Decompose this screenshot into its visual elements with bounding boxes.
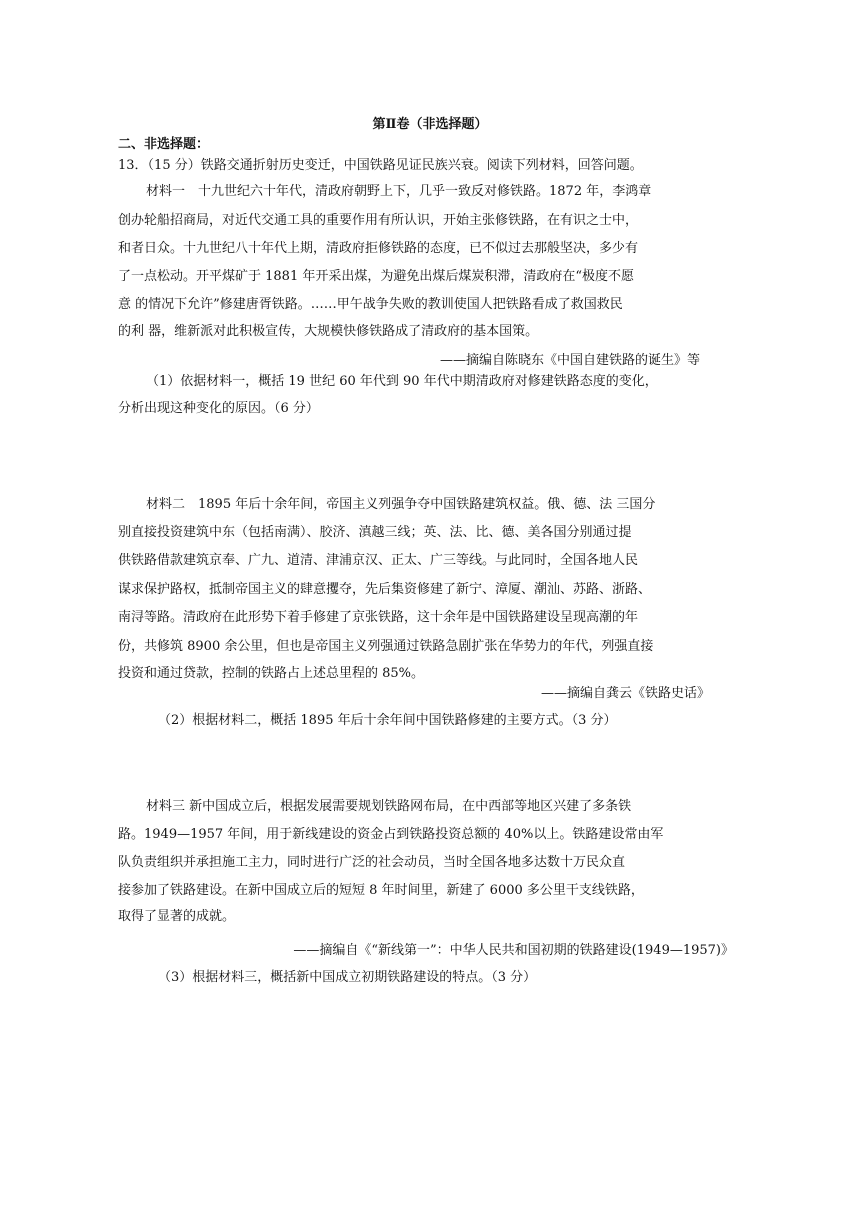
material-2-line: 份，共修筑 8900 余公里，但也是帝国主义列强通过铁路急剧扩张在华势力的年代，列强直接 — [118, 639, 654, 654]
question-1-line: （1）依据材料一，概括 19 世纪 60 年代到 90 年代中期清政府对修建铁路态度的变化， — [146, 374, 658, 389]
material-2-line: 材料二 1895 年后十余年间，帝国主义列强争夺中国铁路建筑权益。俄、德、法 三国分 — [146, 497, 656, 512]
material-1-line: 材料一 十九世纪六十年代，清政府朝野上下，几乎一致反对修铁路。1872 年，李鸿章 — [146, 184, 652, 199]
material-1-line: 和者日众。十九世纪八十年代上期，清政府拒修铁路的态度，已不似过去那般坚决，多少有 — [118, 241, 639, 256]
material-2-line: 供铁路借款建筑京奉、广九、道清、津浦京汉、正太、广三等线。与此同时，全国各地人民 — [118, 553, 639, 568]
material-3-line: 接参加了铁路建设。在新中国成立后的短短 8 年时间里，新建了 6000 多公里干支线铁路， — [118, 883, 644, 898]
material-3-line: 队负责组织并承担施工主力，同时进行广泛的社会动员，当时全国各地多达数十万民众直 — [118, 855, 626, 870]
material-3-line: 取得了显著的成就。 — [118, 909, 236, 924]
material-2-source: ——摘编自龚云《铁路史话》 — [540, 686, 710, 701]
material-2-line: 南浔等路。清政府在此形势下着手修建了京张铁路，这十余年是中国铁路建设呈现高潮的年 — [118, 610, 639, 625]
material-1-source: ——摘编自陈晓东《中国自建铁路的诞生》等 — [439, 353, 700, 368]
question-intro: 13．（15 分）铁路交通折射历史变迁，中国铁路见证民族兴衰。阅读下列材料，回答问题。 — [118, 158, 643, 173]
material-1-line: 意 的情况下允许”修建唐胥铁路。……甲午战争失败的教训使国人把铁路看成了救国救民 — [118, 297, 623, 312]
material-3-source: ——摘编自《“新线第一”：中华人民共和国初期的铁路建设(1949—1957)》 — [293, 943, 734, 958]
material-2-line: 别直接投资建筑中东（包括南满）、胶济、滇越三线；英、法、比、德、美各国分别通过提 — [118, 525, 632, 540]
question-3: （3）根据材料三，概括新中国成立初期铁路建设的特点。（3 分） — [158, 970, 537, 985]
material-1-line: 创办轮船招商局，对近代交通工具的重要作用有所认识，开始主张修铁路，在有识之士中， — [118, 213, 639, 228]
volume-title: 第Ⅱ卷（非选择题） — [372, 117, 488, 132]
material-2-line: 投资和通过贷款，控制的铁路占上述总里程的 85%。 — [118, 666, 425, 681]
question-2: （2）根据材料二，概括 1895 年后十余年间中国铁路修建的主要方式。（3 分） — [158, 713, 617, 728]
material-1-line: 的利 器，维新派对此积极宣传，大规模快修铁路成了清政府的基本国策。 — [118, 324, 539, 339]
section-title: 二、非选择题： — [118, 137, 210, 152]
material-3-line: 路。1949—1957 年间，用于新线建设的资金占到铁路投资总额的 40%以上。铁路建设常由军 — [118, 827, 664, 842]
material-2-line: 谋求保护路权，抵制帝国主义的肆意攫夺，先后集资修建了新宁、漳厦、潮汕、苏路、浙路、 — [118, 582, 652, 597]
material-1-line: 了一点松动。开平煤矿于 1881 年开采出煤，为避免出煤后煤炭积滞，清政府在“极度不愿 — [118, 269, 634, 284]
question-1-line: 分析出现这种变化的原因。（6 分） — [118, 401, 319, 416]
material-3-line: 材料三 新中国成立后，根据发展需要规划铁路网布局，在中西部等地区兴建了多条铁 — [146, 799, 632, 814]
